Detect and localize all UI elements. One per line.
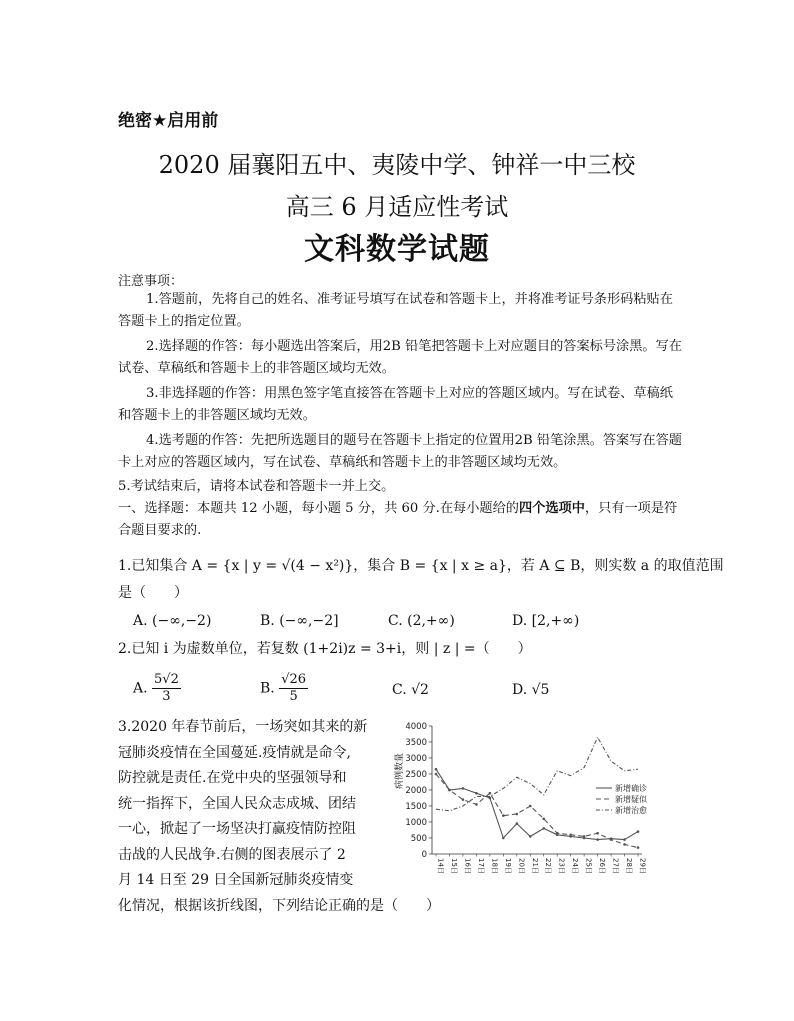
x-tick-label: 18日: [490, 858, 499, 874]
notes-heading: 注意事项：: [118, 274, 184, 289]
series-1-point: [596, 838, 599, 841]
q2-a-numerator: 5√2: [154, 672, 179, 687]
note-item-4: 4.选考题的作答：先把所选题目的题号在答题卡上指定的位置用2B 铅笔涂黑。答案写在答题卡上对应的答题区域内，写在试卷、草稿纸和答题卡上的非答题区域均无效。: [118, 433, 682, 470]
series-line-3: [436, 737, 638, 811]
legend-label-2: 新增疑似: [615, 795, 647, 804]
series-1-point: [623, 838, 626, 841]
series-2-point: [583, 835, 586, 838]
series-1-point: [542, 827, 545, 830]
x-tick-label: 20日: [517, 858, 526, 874]
series-2-point: [556, 832, 559, 835]
legend-label-1: 新增确诊: [615, 784, 647, 793]
series-1-point: [489, 797, 492, 800]
q2-option-d: [512, 682, 549, 698]
q1-option-d: D. [2,+∞): [512, 613, 580, 629]
series-2-point: [489, 792, 492, 795]
q3-line: 月 14 日至 29 日全国新冠肺炎疫情变: [118, 872, 354, 888]
section-intro-c: ，只有一项是符合题目要求的.: [118, 501, 678, 538]
series-2-point: [637, 846, 640, 849]
q2-option-b-fraction: [279, 672, 308, 705]
series-line-2: [436, 774, 638, 848]
x-tick-label: 16日: [463, 858, 472, 874]
series-2-point: [516, 813, 519, 816]
note-item-3: 3.非选择题的作答：用黑色签字笔直接答在答题卡上对应的答题区域内。写在试卷、草稿纸和答题卡上的非答题区域均无效。: [118, 386, 673, 423]
x-tick-label: 23日: [557, 858, 566, 874]
x-tick-label: 15日: [449, 858, 458, 874]
y-tick-label: 500: [410, 834, 427, 844]
series-2-point: [623, 843, 626, 846]
x-tick-label: 27日: [611, 858, 620, 874]
section-intro: [118, 498, 683, 542]
series-2-point: [448, 789, 451, 792]
y-tick-label: 1000: [405, 818, 427, 828]
y-axis-label: 病例数量: [395, 752, 405, 790]
q2-option-a-label: A.: [133, 680, 148, 697]
epidemic-line-chart: [392, 718, 657, 883]
q2-option-d-label: D.: [512, 682, 528, 698]
y-tick-label: 4000: [405, 722, 427, 732]
q2-option-c: [392, 682, 429, 698]
note-item-1: 1.答题前，先将自己的姓名、准考证号填写在试卷和答题卡上，并将准考证号条形码粘贴在答题卡上的指定位置。: [118, 292, 673, 329]
q2-b-denominator: 5: [289, 689, 298, 704]
q1-stem-line1: 1.已知集合 A = {x | y = √(4 − x²)}，集合 B = {x | x ≥ a}，若 A ⊆ B，则实数 a 的取值范围: [118, 558, 724, 574]
q3-line: 一心，掀起了一场坚决打赢疫情防控阻: [118, 821, 356, 837]
q3-stem: [118, 715, 388, 894]
q1-stem-line2: 是（ ）: [118, 585, 188, 601]
q2-option-c-label: C.: [392, 682, 407, 698]
q2-option-b: [260, 672, 308, 705]
series-1-point: [435, 768, 438, 771]
q2-option-c-value: √2: [411, 682, 429, 698]
y-tick-label: 1500: [405, 802, 427, 812]
x-tick-label: 29日: [638, 858, 647, 874]
exam-title-line2: 高三 6 月适应性考试: [285, 193, 509, 221]
y-tick-label: 0: [421, 850, 427, 860]
series-line-1: [436, 769, 638, 839]
x-tick-label: 21日: [530, 858, 539, 874]
series-1-point: [529, 835, 532, 838]
series-1-point: [475, 792, 478, 795]
q3-line: 击战的人民战争.右侧的图表展示了 2: [118, 846, 346, 863]
q1-option-b: B. (−∞,−2]: [260, 613, 339, 629]
series-2-point: [502, 814, 505, 817]
q3-line: 冠肺炎疫情在全国蔓延.疫情就是命令,: [118, 744, 351, 761]
q2-option-a: [133, 672, 181, 705]
section-intro-b: 四个选项中: [518, 501, 585, 516]
exam-title-line1: 2020 届襄阳五中、夷陵中学、钟祥一中三校: [158, 151, 636, 179]
exam-subject-title: 文科数学试题: [304, 232, 490, 267]
x-tick-label: 28日: [625, 858, 634, 874]
x-tick-label: 26日: [598, 858, 607, 874]
x-tick-label: 14日: [436, 858, 445, 874]
x-tick-label: 25日: [584, 858, 593, 874]
x-tick-label: 17日: [476, 858, 485, 874]
series-2-point: [569, 834, 572, 837]
series-2-point: [475, 803, 478, 806]
section-intro-a: 一、选择题：本题共 12 小题，每小题 5 分，共 60 分.在每小题给的: [118, 501, 519, 516]
series-2-point: [610, 838, 613, 841]
y-tick-label: 3500: [405, 738, 427, 748]
series-1-point: [637, 830, 640, 833]
series-2-point: [596, 832, 599, 835]
y-tick-label: 3000: [405, 754, 427, 764]
series-1-point: [516, 822, 519, 825]
series-1-point: [502, 837, 505, 840]
x-tick-label: 22日: [544, 858, 553, 874]
q2-option-d-value: √5: [531, 682, 550, 698]
q3-line: 3.2020 年春节前后，一场突如其来的新: [118, 719, 368, 735]
confidential-mark: 绝密★启用前: [118, 111, 219, 131]
y-tick-label: 2000: [405, 786, 427, 796]
q2-b-numerator: √26: [281, 672, 307, 687]
q3-line: 统一指挥下，全国人民众志成城、团结: [118, 795, 356, 812]
note-item-2: 2.选择题的作答：每小题选出答案后，用2B 铅笔把答题卡上对应题目的答案标号涂黑。写在试卷、草稿纸和答题卡上的非答题区域均无效。: [118, 339, 682, 376]
note-item-5: 5.考试结束后，请将本试卷和答题卡一并上交。: [118, 479, 395, 494]
q1-option-a: A. (−∞,−2): [133, 613, 212, 629]
q1-option-c: C. (2,+∞): [388, 613, 455, 629]
q3-last-line: 化情况，根据该折线图，下列结论正确的是（ ）: [118, 898, 440, 914]
q3-line: 防控就是责任.在党中央的坚强领导和: [118, 770, 347, 786]
q2-stem: 2.已知 i 为虚数单位，若复数 (1+2i)z = 3+i，则 | z | =（ ）: [118, 641, 532, 657]
q2-option-b-label: B.: [260, 680, 275, 697]
q2-option-a-fraction: [152, 672, 181, 705]
x-tick-label: 24日: [571, 858, 580, 874]
series-1-point: [462, 787, 465, 790]
series-2-point: [529, 805, 532, 808]
x-tick-label: 19日: [503, 858, 512, 874]
series-2-point: [542, 818, 545, 821]
legend-label-3: 新增治愈: [615, 806, 647, 815]
y-tick-label: 2500: [405, 770, 427, 780]
series-2-point: [462, 798, 465, 801]
q2-a-denominator: 3: [162, 689, 171, 704]
series-2-point: [435, 773, 438, 776]
